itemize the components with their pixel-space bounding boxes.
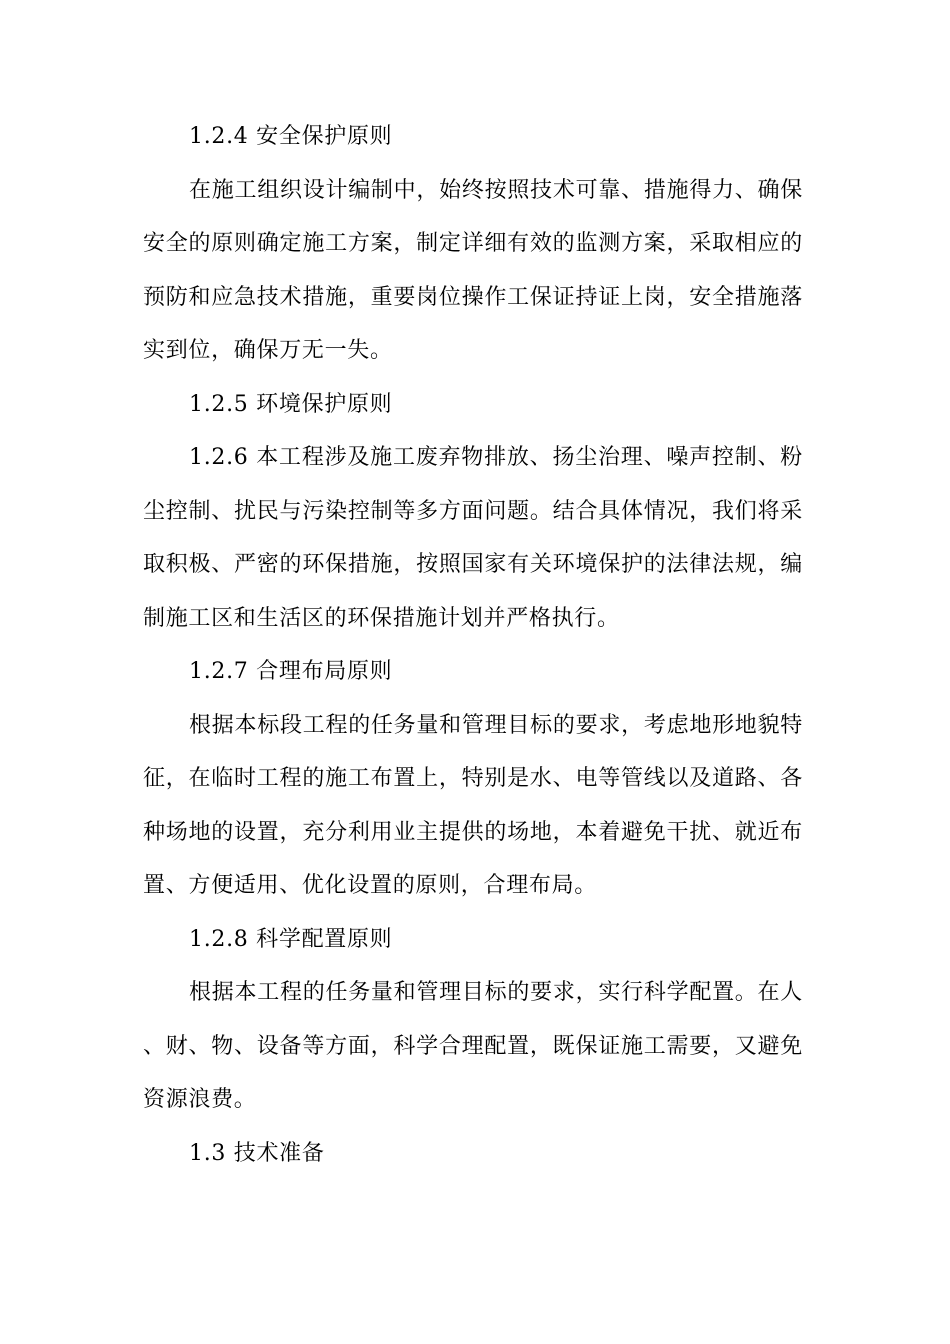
section-heading-1-2-4: 1.2.4 安全保护原则	[189, 124, 393, 149]
paragraph-safety-principle: 在施工组织设计编制中，始终按照技术可靠、措施得力、确保安全的原则确定施工方案，制定详细有效的监测方案，采取相应的预防和应急技术措施，重要岗位操作工保证持证上岗，安全措施落实到位，确保万无一失。	[143, 177, 803, 363]
document-body	[143, 110, 803, 1180]
section-heading-1-2-8: 1.2.8 科学配置原则	[189, 926, 393, 952]
section-heading-1-2-7: 1.2.7 合理布局原则	[189, 659, 393, 684]
section-heading-1-3: 1.3 技术准备	[189, 1140, 325, 1166]
paragraph-configuration-principle: 根据本工程的任务量和管理目标的要求，实行科学配置。在人、财、物、设备等方面，科学合理配置，既保证施工需要，又避免资源浪费。	[143, 980, 803, 1112]
paragraph-environment-principle: 1.2.6 本工程涉及施工废弃物排放、扬尘治理、噪声控制、粉尘控制、扰民与污染控制等多方面问题。结合具体情况，我们将采取积极、严密的环保措施，按照国家有关环境保护的法律法规，编制施工区和生活区的环保措施计划并严格执行。	[143, 445, 803, 631]
paragraph-layout-principle: 根据本标段工程的任务量和管理目标的要求，考虑地形地貌特征，在临时工程的施工布置上，特别是水、电等管线以及道路、各种场地的设置，充分利用业主提供的场地，本着避免干扰、就近布置、方便适用、优化设置的原则，合理布局。	[143, 712, 803, 898]
section-heading-1-2-5: 1.2.5 环境保护原则	[189, 391, 393, 417]
